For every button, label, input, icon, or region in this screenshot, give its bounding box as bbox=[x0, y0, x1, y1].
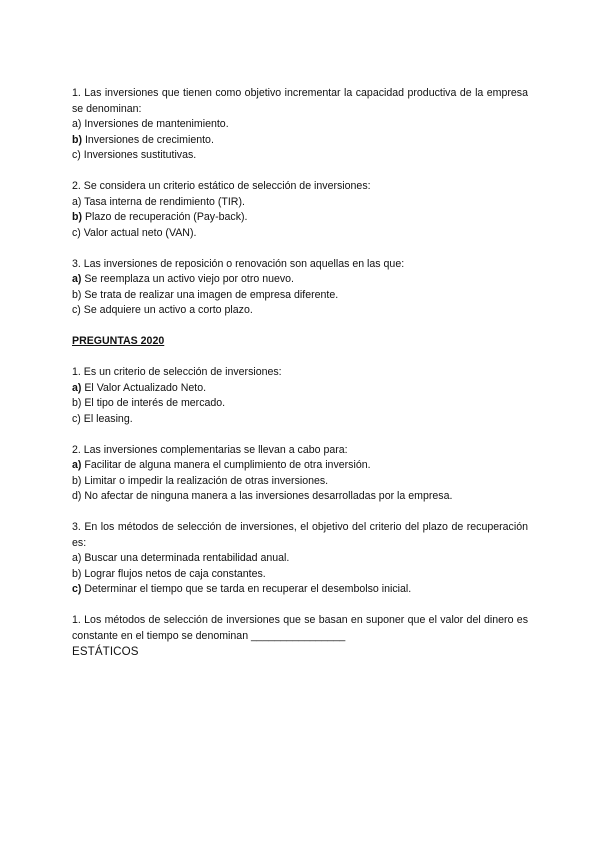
spacer bbox=[72, 241, 528, 257]
fill-in-stem-text: 1. Los métodos de selección de inversiones que se basan en suponer que el valor del dinero es constante en el tiempo se denominan bbox=[72, 614, 528, 642]
option-letter: d) bbox=[72, 490, 82, 502]
question-stem: 1. Las inversiones que tienen como objetivo incrementar la capacidad productiva de la empresa se denominan: bbox=[72, 87, 528, 115]
question-block bbox=[72, 443, 528, 505]
answer-option bbox=[72, 226, 528, 242]
option-text: Se adquiere un activo a corto plazo. bbox=[80, 304, 253, 316]
option-letter: c) bbox=[72, 226, 81, 239]
answer-option bbox=[72, 567, 528, 583]
option-text: Inversiones de mantenimiento. bbox=[81, 118, 229, 130]
answer-option bbox=[72, 412, 528, 428]
answer-option bbox=[72, 551, 528, 567]
option-text: Facilitar de alguna manera el cumplimiento de otra inversión. bbox=[81, 459, 371, 471]
answer-option-correct bbox=[72, 133, 528, 149]
option-letter: a) bbox=[72, 118, 82, 130]
spacer bbox=[72, 164, 528, 180]
section-title: PREGUNTAS 2020 bbox=[72, 335, 165, 347]
answer-option bbox=[72, 396, 528, 412]
option-text: Inversiones sustitutivas. bbox=[80, 149, 197, 161]
answer-option bbox=[72, 117, 528, 133]
answer-option bbox=[72, 148, 528, 164]
answer-option bbox=[72, 303, 528, 319]
option-letter: c) bbox=[72, 412, 81, 425]
option-letter: b) bbox=[72, 567, 82, 580]
answer-option bbox=[72, 288, 528, 304]
spacer bbox=[72, 350, 528, 366]
answer-option-correct bbox=[72, 272, 528, 288]
option-text: Se trata de realizar una imagen de empresa diferente. bbox=[81, 288, 339, 301]
answer-option bbox=[72, 489, 528, 505]
question-block bbox=[72, 257, 528, 319]
option-text: Inversiones de crecimiento. bbox=[82, 133, 214, 146]
question-block bbox=[72, 365, 528, 427]
option-letter: b) bbox=[72, 397, 82, 409]
option-text: Lograr flujos netos de caja constantes. bbox=[81, 567, 266, 580]
spacer bbox=[72, 598, 528, 614]
question-block bbox=[72, 520, 528, 598]
spacer bbox=[72, 427, 528, 443]
option-letter: b) bbox=[72, 288, 82, 301]
option-letter: a) bbox=[72, 381, 82, 394]
document-body bbox=[72, 86, 528, 659]
option-letter: b) bbox=[72, 211, 82, 223]
option-text: Determinar el tiempo que se tarda en recuperar el desembolso inicial. bbox=[81, 583, 412, 595]
question-block bbox=[72, 179, 528, 241]
answer-option bbox=[72, 195, 528, 211]
option-letter: c) bbox=[72, 583, 82, 595]
question-stem: 3. En los métodos de selección de inversiones, el objetivo del criterio del plazo de recuperación es: bbox=[72, 521, 528, 549]
option-text: El tipo de interés de mercado. bbox=[81, 397, 226, 409]
question-stem: 3. Las inversiones de reposición o renovación son aquellas en las que: bbox=[72, 257, 405, 270]
question-stem: 2. Se considera un criterio estático de selección de inversiones: bbox=[72, 180, 371, 192]
question-stem: 1. Es un criterio de selección de inversiones: bbox=[72, 366, 282, 378]
option-text: No afectar de ninguna manera a las inversiones desarrolladas por la empresa. bbox=[81, 490, 453, 502]
fill-in-blank: ________________ bbox=[248, 629, 346, 642]
spacer bbox=[72, 505, 528, 521]
option-text: Buscar una determinada rentabilidad anual. bbox=[81, 552, 290, 564]
option-letter: a) bbox=[72, 195, 82, 208]
option-text: Valor actual neto (VAN). bbox=[80, 226, 197, 239]
option-letter: a) bbox=[72, 552, 82, 564]
fill-in-answer: ESTÁTICOS bbox=[72, 645, 139, 658]
answer-option bbox=[72, 474, 528, 490]
option-letter: a) bbox=[72, 273, 82, 285]
option-text: Tasa interna de rendimiento (TIR). bbox=[81, 195, 245, 208]
answer-option-correct bbox=[72, 210, 528, 226]
option-text: Plazo de recuperación (Pay-back). bbox=[82, 211, 248, 223]
option-letter: b) bbox=[72, 474, 82, 487]
answer-option-correct bbox=[72, 582, 528, 598]
answer-option-correct bbox=[72, 381, 528, 397]
spacer bbox=[72, 319, 528, 335]
option-text: El leasing. bbox=[80, 412, 133, 425]
option-letter: b) bbox=[72, 133, 82, 146]
fill-in-question bbox=[72, 613, 528, 659]
question-stem: 2. Las inversiones complementarias se llevan a cabo para: bbox=[72, 443, 348, 456]
option-text: El Valor Actualizado Neto. bbox=[81, 381, 207, 394]
option-letter: c) bbox=[72, 149, 81, 161]
answer-option-correct bbox=[72, 458, 528, 474]
question-stem bbox=[72, 613, 528, 644]
question-block bbox=[72, 86, 528, 164]
option-text: Se reemplaza un activo viejo por otro nuevo. bbox=[81, 273, 295, 285]
option-letter: c) bbox=[72, 304, 81, 316]
option-letter: a) bbox=[72, 459, 82, 471]
option-text: Limitar o impedir la realización de otras inversiones. bbox=[81, 474, 329, 487]
